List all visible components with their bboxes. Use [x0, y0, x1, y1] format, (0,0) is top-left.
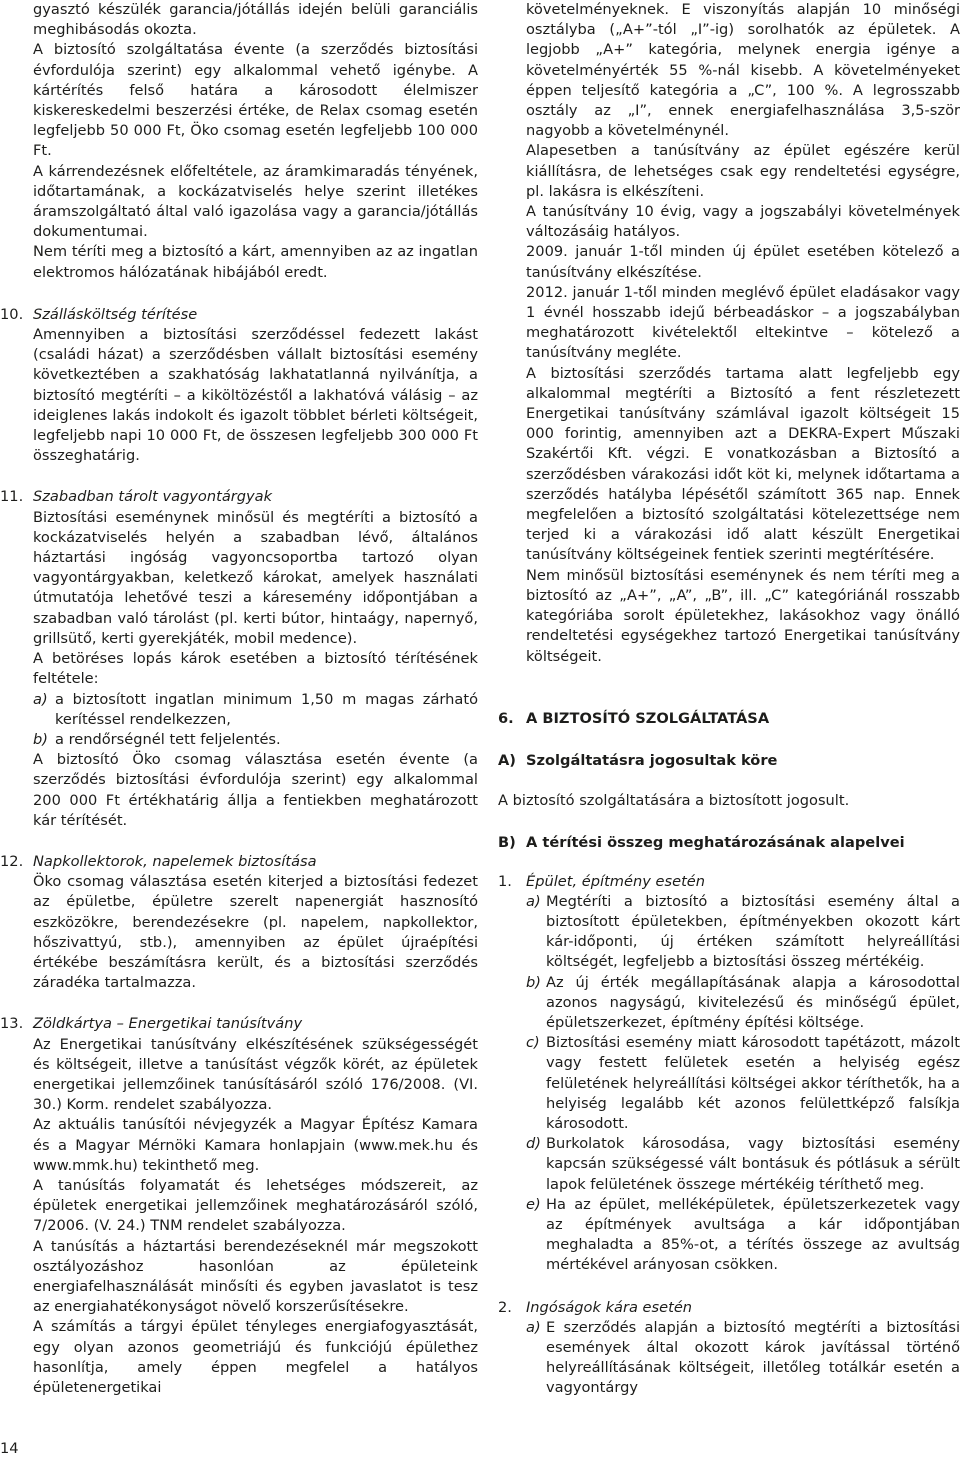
list-letter: a) — [526, 1318, 541, 1336]
section-number: 11. — [0, 488, 24, 506]
list-letter: c) — [526, 1034, 540, 1052]
section-11 — [0, 487, 478, 830]
subheading-title: Szolgáltatásra jogosultak köre — [526, 751, 778, 769]
continuation-paragraph: 2009. január 1-től minden új épület esetében kötelező a tanúsítvány elkészítése. — [526, 243, 960, 281]
intro-paragraph: A biztosító szolgáltatása évente (a szerződés biztosítási évfordulója szerint) egy alkalommal vehető igénybe. A kártérítés felső határa a károsodott élelmiszer kiskereskedelmi beszerzési értéke, de Relax csomag esetén legfeljebb 50 000 Ft, Öko csomag esetén legfeljebb 100 000 Ft. — [33, 41, 478, 160]
continuation-paragraph: követelményeknek. E viszonyítás alapján 10 minőségi osztályba („A+”-tól „I”-ig) sorolhatók az épületek. A legjobb „A+” kategória, melynek energia igénye a követelményérték 55 %-nál kisebb. A követelményeket éppen teljesítő kategória a „C”, 100 %. A legrosszabb osztály az „I”, ennek energiafelhasználása 3,5-ször nagyobb a követelménynél. — [526, 1, 960, 140]
chapter-title: A BIZTOSÍTÓ SZOLGÁLTATÁSA — [526, 709, 770, 727]
section-number: 10. — [0, 305, 24, 323]
section-title: Napkollektorok, napelemek biztosítása — [33, 852, 317, 870]
list-item — [498, 1318, 960, 1399]
section-body: Amennyiben a biztosítási szerződéssel fedezett lakást (családi házat) a szerződésben vállalt biztosítási esemény következtében a szakhatóság lakhatatlanná nyilvánítja, a biztosító megtéríti – a kiköltözéstől a lakhatóvá válásig – az ideiglenes lakás indokolt és igazolt többlet bérleti költségeit, legfeljebb napi 10 000 Ft, de összesen legfeljebb 300 000 Ft összeghatárig. — [33, 326, 478, 465]
list-letter: b) — [33, 730, 48, 748]
section-number: 12. — [0, 852, 24, 870]
subheading-letter: A) — [498, 751, 516, 769]
section-paragraph: A számítás a tárgyi épület tényleges energiafogyasztását, egy olyan azonos geometriájú és funkciójú épülethez hasonlítja, amely éppen megfelel a hatályos épületenergetikai — [33, 1318, 478, 1396]
intro-paragraph: A kárrendezésnek előfeltétele, az áramkimaradás tényének, időtartamának, a kockázatviselés helye szerint illetékes áramszolgáltató által való igazolása vagy a garancia/jótállás dokumentumai. — [33, 162, 478, 241]
list-item — [498, 973, 960, 1034]
block-title: Épület, építmény esetén — [526, 872, 706, 890]
block-2 — [498, 1298, 960, 1318]
block-number: 2. — [498, 1298, 512, 1316]
continuation-paragraph: A tanúsítvány 10 évig, vagy a jogszabályi követelmények változásáig hatályos. — [526, 203, 960, 241]
section-paragraph: Az Energetikai tanúsítvány elkészítésének szükségességét és költségeit, illetve a tanúsítást végzők körét, az épületek energetikai jellemzőinek tanúsításáról szóló 176/2008. (VI. 30.) Korm. rendelet szabályozza. — [33, 1035, 478, 1114]
list-letter: b) — [526, 973, 541, 991]
list-text: Ha az épület, melléképületek, épületszerkezetek vagy az építmények avultsága a kár időpontjában meghaladta a 85%-ot, a térítés összege az avultság mértékével arányosan csökken. — [546, 1195, 960, 1274]
list-text: a rendőrségnél tett feljelentés. — [55, 730, 281, 748]
list-text: Megtéríti a biztosító a biztosítási esemény által a biztosított épületekben, építményekben okozott kárt kár-időponti, új értéken számított helyreállítási költségét, legfeljebb a biztosítási összeg mértékéig. — [546, 892, 960, 971]
block-number: 1. — [498, 872, 512, 890]
intro-paragraph: gyasztó készülék garancia/jótállás idején belüli garanciális meghibásodás okozta. — [33, 1, 478, 39]
subheading-title: A térítési összeg meghatározásának alapelvei — [526, 834, 905, 852]
block-1 — [498, 872, 960, 892]
section-title: Szabadban tárolt vagyontárgyak — [33, 488, 273, 506]
section-title: Zöldkártya – Energetikai tanúsítvány — [33, 1015, 303, 1033]
section-10 — [0, 305, 478, 467]
subheading-a — [498, 751, 960, 771]
section-paragraph: A tanúsítás folyamatát és lehetséges módszereit, az épületek energetikai jellemzőinek meghatározásáról szóló, 7/2006. (V. 24.) TNM rendelet szabályozza. — [33, 1176, 478, 1235]
list-item — [498, 892, 960, 973]
body-paragraph: A biztosító szolgáltatására a biztosított jogosult. — [498, 792, 850, 810]
list-letter: a) — [526, 892, 541, 910]
continuation-paragraph: Alapesetben a tanúsítvány az épület egészére kerül kiállításra, de lehetséges csak egy rendeltetési egységre, pl. lakásra is elkészíteni. — [526, 142, 960, 200]
intro-paragraph: Nem téríti meg a biztosító a kárt, amennyiben az az ingatlan elektromos hálózatának hibájából eredt. — [33, 243, 478, 281]
section-lead: A betöréses lopás károk esetében a biztosító térítésének feltétele: — [33, 650, 478, 688]
right-column — [498, 0, 960, 1399]
subheading-letter: B) — [498, 834, 516, 852]
list-item — [498, 1195, 960, 1276]
list-text: Az új érték megállapításának alapja a károsodottal azonos nagyságú, kivitelezésű és minőségű épület, épületszerkezet, építmény építési költsége. — [546, 973, 960, 1031]
list-item — [33, 690, 478, 730]
continuation-paragraph: Nem minősül biztosítási eseménynek és nem téríti meg a biztosító az „A+”, „A”, „B”, ill. „C” kategóriánál rosszabb kategóriába sorolt épületekhez, lakásokhoz vagy önálló rendeltetési egységekhez tartozó Energetikai tanúsítvány költségeit. — [526, 566, 960, 665]
section-title: Szállásköltség térítése — [33, 305, 198, 323]
page-number: 14 — [0, 1440, 19, 1457]
section-tail: A biztosító Öko csomag választása esetén évente (a szerződés biztosítási évfordulója szerint) egy alkalommal 200 000 Ft értékhatárig állja a fentiekben meghatározott kár térítését. — [33, 751, 478, 829]
list-item — [498, 1033, 960, 1134]
left-column — [0, 0, 478, 1398]
continuation-paragraph: 2012. január 1-től minden meglévő épület eladásakor vagy 1 évnél hosszabb idejű bérbeadáskor – a jogszabályban meghatározott kivételektől eltekintve – kötelező a tanúsítvány megléte. — [526, 283, 960, 362]
section-paragraph: Az aktuális tanúsítói névjegyzék a Magyar Építész Kamara és a Magyar Mérnöki Kamara honlapjain (www.mek.hu és www.mmk.hu) tekinthető meg. — [33, 1116, 478, 1174]
section-body: Öko csomag választása esetén kiterjed a biztosítási fedezet az épületbe, épületre szerelt napenergiát hasznosító eszközökre, berendezésekre (pl. napelem, napkollektor, hőszivattyú, stb.), amennyiben az épület újraépítési értékébe beszámításra került, és a biztosítási szerződés záradéka tartalmazza. — [33, 873, 478, 992]
section-paragraph: A tanúsítás a háztartási berendezéseknél már megszokott osztályozáshoz hasonlóan az épületeink energiafelhasználását minősíti és egyben javaslatot is tesz az energiahatékonyságot növelő korszerűsítésekre. — [33, 1237, 478, 1316]
list-text: Biztosítási esemény miatt károsodott tapétázott, mázolt vagy festett felületek esetén a helyiség egész felületének helyreállítási költségei akkor téríthetők, ha a helyiség legalább két azonos felülettképző falsíkja károsodott. — [546, 1034, 960, 1132]
section-13-continuation — [498, 0, 960, 667]
list-text: Burkolatok károsodása, vagy biztosítási esemény kapcsán szükségessé vált bontásuk és pótlásuk a sérült lapok felületének összege mértékéig téríthető meg. — [546, 1135, 960, 1193]
list-letter: a) — [33, 690, 48, 708]
list-item — [498, 1134, 960, 1195]
section-body: Biztosítási eseménynek minősül és megtéríti a biztosító a kockázatviselés helyén a szabadban lévő, általános háztartási ingóság vagyoncsoportba tartozó olyan vagyontárgyakban, keletkező károkat, amelyek használati útmutatója lehetővé teszi a káresemény időpontjában a szabadban való tárolást (pl. kerti bútor, hintaágy, napernyő, grillsütő, kerti gyerekjáték, mobil medence). — [33, 508, 478, 647]
chapter-number: 6. — [498, 709, 514, 727]
list-text: a biztosított ingatlan minimum 1,50 m magas zárható kerítéssel rendelkezzen, — [55, 690, 478, 728]
section-13 — [0, 1014, 478, 1398]
chapter-heading — [498, 709, 960, 729]
list-letter: e) — [526, 1195, 541, 1213]
list-text: E szerződés alapján a biztosító megtéríti a biztosítási események által okozott károk javítással történő helyreállításának költségeit, illetőleg totálkár esetén a vagyontárgy — [546, 1318, 960, 1397]
section-number: 13. — [0, 1015, 24, 1033]
continuation-paragraph: A biztosítási szerződés tartama alatt legfeljebb egy alkalommal megtéríti a Biztosító a fent részletezett Energetikai tanúsítvány számlával igazolt költségeit 15 000 forintig, amennyiben azt a DEKRA-Expert Műszaki Szakértői Kft. végzi. E vonatkozásban a Biztosító a szerződésben várakozási időt köt ki, melynek időtartama a szerződés hatályba lépésétől számított 365 nap. Ennek megfelelően a biztosító szolgáltatási kötelezettsége nem terjed ki a várakozási idő alatt készült Energetikai tanúsítvány költségeinek fentiek szerinti megtérítésére. — [526, 364, 960, 564]
block-title: Ingóságok kára esetén — [526, 1298, 693, 1316]
subheading-b — [498, 833, 960, 853]
list-letter: d) — [526, 1135, 541, 1153]
section-12 — [0, 852, 478, 993]
list-item — [33, 730, 478, 750]
